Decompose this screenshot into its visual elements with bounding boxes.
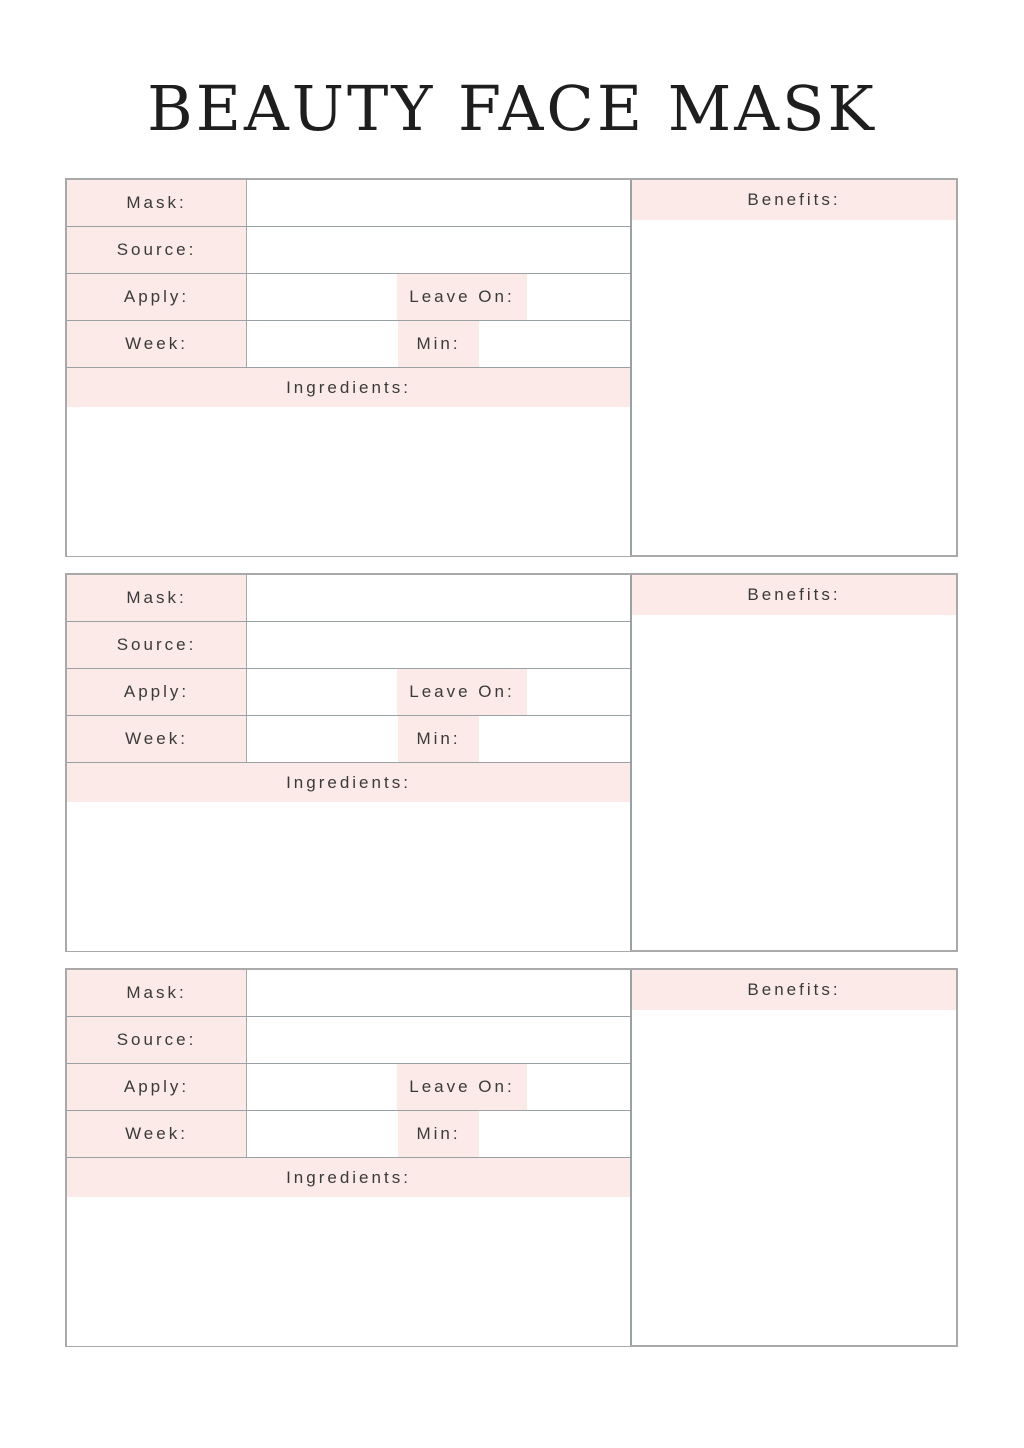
mask-label-cell [67, 180, 247, 226]
mask-row [67, 970, 630, 1017]
min-label: Min: [416, 729, 461, 748]
week-label-cell [67, 321, 247, 367]
mask-label-cell [67, 575, 247, 621]
ingredients-input-area[interactable] [67, 1197, 630, 1346]
benefits-label: Benefits: [747, 190, 841, 209]
source-label-cell [67, 1017, 247, 1063]
apply-row [67, 669, 630, 716]
mask-label: Mask: [126, 588, 187, 607]
page-title: BEAUTY FACE MASK [147, 72, 877, 145]
ingredients-header [67, 763, 630, 802]
ingredients-header [67, 368, 630, 407]
mask-row [67, 575, 630, 622]
mask-input-area[interactable] [247, 970, 630, 1016]
mask-label: Mask: [126, 193, 187, 212]
leave-on-label: Leave On: [409, 682, 515, 701]
ingredients-label: Ingredients: [286, 772, 411, 792]
week-label: Week: [125, 729, 188, 748]
leave-on-label-cell [397, 1064, 527, 1110]
apply-label: Apply: [123, 682, 190, 701]
apply-label: Apply: [123, 287, 190, 306]
source-input-area[interactable] [247, 1017, 630, 1063]
benefits-input-area[interactable] [632, 615, 956, 950]
week-input-area[interactable] [247, 1111, 630, 1157]
ingredients-header [67, 1158, 630, 1197]
week-row [67, 716, 630, 763]
leave-on-label: Leave On: [409, 287, 515, 306]
week-label: Week: [125, 1124, 188, 1143]
ingredients-input-area[interactable] [67, 802, 630, 951]
source-label-cell [67, 622, 247, 668]
ingredients-input-area[interactable] [67, 407, 630, 556]
apply-input-area[interactable] [247, 274, 630, 320]
mask-input-area[interactable] [247, 575, 630, 621]
benefits-header [632, 575, 956, 615]
source-row [67, 1017, 630, 1064]
benefits-column [630, 970, 956, 1345]
min-label-cell [398, 321, 479, 367]
apply-label-cell [67, 669, 247, 715]
source-label: Source: [116, 1030, 197, 1049]
mask-input-area[interactable] [247, 180, 630, 226]
mask-section-2 [65, 573, 958, 952]
source-label-cell [67, 227, 247, 273]
benefits-header [632, 180, 956, 220]
week-row [67, 1111, 630, 1158]
apply-label-cell [67, 1064, 247, 1110]
benefits-input-area[interactable] [632, 220, 956, 555]
min-label: Min: [416, 334, 461, 353]
benefits-header [632, 970, 956, 1010]
benefits-label: Benefits: [747, 585, 841, 604]
leave-on-label-cell [397, 274, 527, 320]
source-label: Source: [116, 635, 197, 654]
leave-on-label: Leave On: [409, 1077, 515, 1096]
week-label-cell [67, 716, 247, 762]
week-label: Week: [125, 334, 188, 353]
source-input-area[interactable] [247, 622, 630, 668]
mask-details-table [67, 180, 630, 555]
apply-row [67, 1064, 630, 1111]
source-label: Source: [116, 240, 197, 259]
mask-label-cell [67, 970, 247, 1016]
week-row [67, 321, 630, 368]
benefits-column [630, 575, 956, 950]
source-input-area[interactable] [247, 227, 630, 273]
min-label: Min: [416, 1124, 461, 1143]
benefits-input-area[interactable] [632, 1010, 956, 1345]
ingredients-label: Ingredients: [286, 1167, 411, 1187]
mask-section-1 [65, 178, 958, 557]
source-row [67, 622, 630, 669]
benefits-column [630, 180, 956, 555]
min-label-cell [398, 716, 479, 762]
min-label-cell [398, 1111, 479, 1157]
week-label-cell [67, 1111, 247, 1157]
source-row [67, 227, 630, 274]
apply-label-cell [67, 274, 247, 320]
mask-row [67, 180, 630, 227]
mask-details-table [67, 575, 630, 950]
week-input-area[interactable] [247, 716, 630, 762]
ingredients-label: Ingredients: [286, 377, 411, 397]
week-input-area[interactable] [247, 321, 630, 367]
apply-input-area[interactable] [247, 1064, 630, 1110]
apply-label: Apply: [123, 1077, 190, 1096]
mask-details-table [67, 970, 630, 1345]
mask-label: Mask: [126, 983, 187, 1002]
benefits-label: Benefits: [747, 980, 841, 999]
apply-input-area[interactable] [247, 669, 630, 715]
mask-section-3 [65, 968, 958, 1347]
leave-on-label-cell [397, 669, 527, 715]
apply-row [67, 274, 630, 321]
